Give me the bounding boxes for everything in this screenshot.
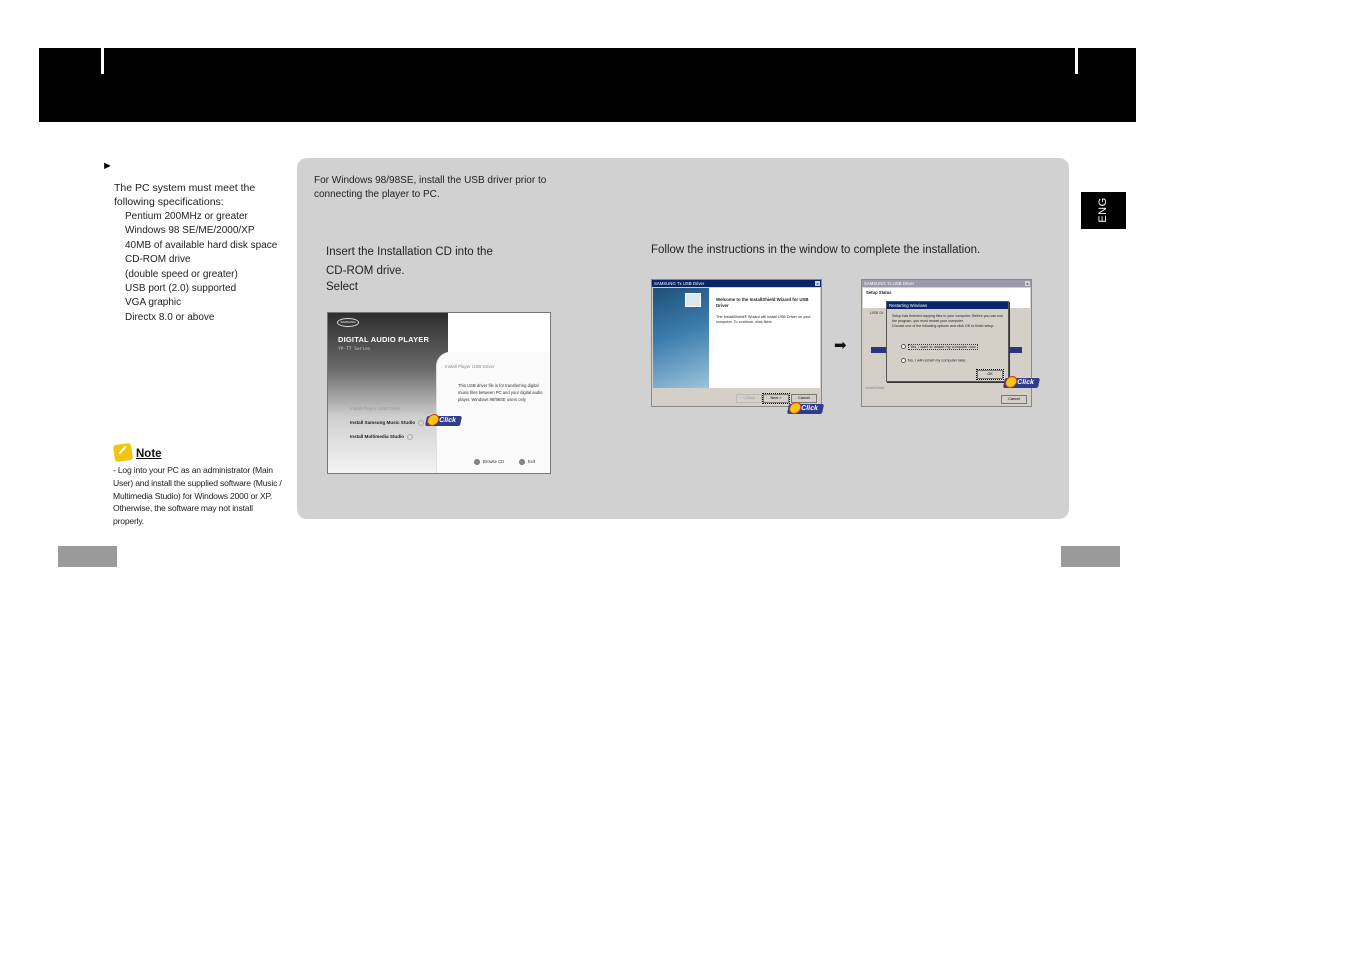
win98-note: For Windows 98/98SE, install the USB driver prior to connecting the player to PC. xyxy=(314,175,547,200)
bullet-icon xyxy=(418,420,424,426)
ok-button[interactable]: OK xyxy=(977,370,1003,379)
wizard-titlebar xyxy=(652,280,821,287)
step1-line3: Select xyxy=(326,281,358,293)
installer-card-description: This USB driver file is for transferring digital music files between PC and your digital audio player. Windows 98/98SE users only xyxy=(458,383,543,402)
menu-label: Install Player USB Driver xyxy=(350,406,401,411)
installer-screenshot xyxy=(327,312,551,474)
restart-dialog xyxy=(886,301,1009,382)
exit-label: Exit xyxy=(528,459,535,465)
spec-list xyxy=(125,210,277,325)
wizard-body xyxy=(709,288,820,388)
instruction-panel xyxy=(297,158,1069,519)
click-badge: Click xyxy=(1003,378,1040,388)
list-item: Pentium 200MHz or greater xyxy=(125,211,248,222)
wizard-heading: Welcome to the InstallShield Wizard for USB Driver xyxy=(716,297,809,308)
step1-text xyxy=(326,244,546,295)
close-icon[interactable]: x xyxy=(1026,281,1029,286)
dialog-text xyxy=(892,314,1004,328)
progress-bar-right xyxy=(1008,347,1022,353)
list-item: (double speed or greater) xyxy=(125,268,238,280)
setup-status-label: Setup Status xyxy=(866,290,892,295)
samsung-logo: SAMSUNG xyxy=(337,318,359,327)
radio-icon xyxy=(901,358,906,363)
step1-line2: CD-ROM drive. xyxy=(326,265,405,277)
right-triangle-icon: ► xyxy=(102,160,113,172)
bullet-icon xyxy=(519,459,525,465)
menu-install-multimedia-studio[interactable] xyxy=(350,434,413,440)
usb-wizard-screenshot xyxy=(651,279,822,412)
list-item: Windows 98 SE/ME/2000/XP xyxy=(125,225,255,237)
language-tab-label: ENG xyxy=(1097,197,1109,223)
list-item: Directx 8.0 or above xyxy=(125,311,215,323)
bullet-icon xyxy=(474,459,480,465)
installer-card-heading: Install Player USB Driver xyxy=(445,364,495,369)
menu-install-usb-driver[interactable] xyxy=(350,406,401,411)
setup-title: SAMSUNG Tx USB Driver xyxy=(864,281,915,286)
dialog-titlebar xyxy=(887,302,1008,309)
installer-series: YP-T7 Series xyxy=(338,347,371,352)
close-icon[interactable]: x xyxy=(816,281,819,286)
header-bar xyxy=(39,48,1136,122)
setup-side-label: USB Dr xyxy=(870,310,884,315)
menu-label: Install Multimedia Studio xyxy=(350,434,405,440)
installer-banner xyxy=(328,313,448,473)
arrow-right-icon: ➡ xyxy=(834,337,847,354)
radio-restart-later[interactable] xyxy=(901,358,966,363)
installer-title: DIGITAL AUDIO PLAYER xyxy=(338,335,430,344)
dialog-message: Setup has finished copying files to your computer. Before you can use the program, you must restart your computer. xyxy=(892,314,1004,323)
dialog-title: Restarting Windows xyxy=(889,303,928,308)
installshield-label: InstallShield xyxy=(865,386,885,390)
wizard-side-graphic xyxy=(653,288,709,388)
language-tab xyxy=(1081,192,1126,229)
list-item: USB port (2.0) supported xyxy=(125,283,237,295)
next-button[interactable]: Next > xyxy=(763,394,789,403)
computer-icon xyxy=(685,293,701,307)
step2-text: Follow the instructions in the window to complete the installation. xyxy=(651,244,981,256)
click-badge: Click xyxy=(425,416,462,426)
browse-cd-label: Browse CD xyxy=(483,459,505,465)
page-tab-right xyxy=(1061,546,1120,567)
list-item: CD-ROM drive xyxy=(125,254,191,266)
header-divider-right xyxy=(1075,48,1078,74)
wizard-title: SAMSUNG Tx USB Driver xyxy=(654,281,705,286)
browse-cd-button[interactable] xyxy=(474,459,504,465)
page-tab-left xyxy=(58,546,117,567)
back-button[interactable]: < Back xyxy=(736,394,762,403)
progress-bar-left xyxy=(871,347,887,353)
radio-label: Yes, I want to restart my computer now. xyxy=(910,344,977,349)
click-badge: Click xyxy=(787,404,824,414)
step1-line1: Insert the Installation CD into the xyxy=(326,246,493,258)
requirements-intro: The PC system must meet the following specifications: xyxy=(114,182,256,208)
dialog-prompt: Choose one of the following options and click OK to finish setup. xyxy=(892,323,995,328)
radio-label: No, I will restart my computer later. xyxy=(908,358,967,363)
bullet-icon xyxy=(407,434,413,440)
note-pencil-icon xyxy=(113,443,133,462)
menu-install-music-studio[interactable] xyxy=(350,420,424,426)
setup-titlebar xyxy=(862,280,1031,287)
setup-cancel-button[interactable]: Cancel xyxy=(1001,395,1027,404)
note-title: Note xyxy=(136,448,162,460)
installer-info-card xyxy=(436,352,551,473)
radio-restart-now[interactable] xyxy=(901,344,978,349)
menu-label: Install Samsung Music Studio xyxy=(350,420,416,426)
list-item: 40MB of available hard disk space xyxy=(125,239,278,251)
note-text: - Log into your PC as an administrator (Main User) and install the supplied software (Music / Multimedia Studio) for Windows 2000 or XP. Otherwise, the software may not install properly. xyxy=(113,465,282,527)
radio-selected-icon xyxy=(901,344,906,349)
exit-button[interactable] xyxy=(519,459,535,465)
wizard-description: The InstallShield® Wizard will install USB Driver on your computer. To continue, click Next. xyxy=(716,315,811,324)
restart-screenshot xyxy=(861,279,1035,407)
header-divider-left xyxy=(101,48,104,74)
list-item: VGA graphic xyxy=(125,297,182,309)
cancel-button[interactable]: Cancel xyxy=(791,394,817,403)
